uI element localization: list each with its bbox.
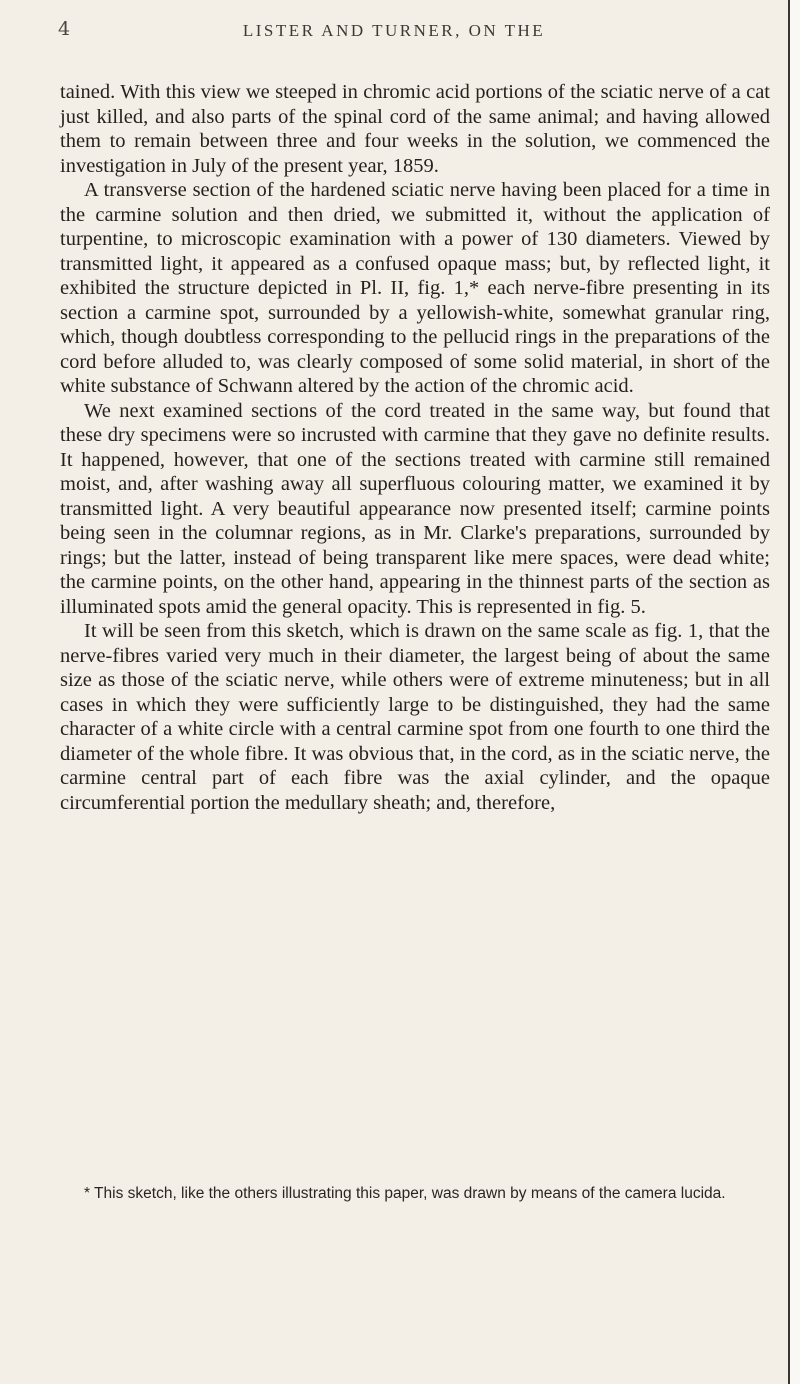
running-head: LISTER AND TURNER, ON THE (242, 21, 546, 40)
body-text (60, 80, 770, 815)
paragraph-continued: tained. With this view we steeped in chromic acid portions of the sciatic nerve of a cat just killed, and also parts of the spinal cord of the same animal; and having allowed them to remain between three and four weeks in the solution, we commenced the investigation in July of the present year, 1859. (60, 81, 770, 177)
paragraph-sciatic-section: A transverse section of the hardened sciatic nerve having been placed for a time in the carmine solution and then dried, we submitted it, without the application of turpentine, to microscopic examination with a power of 130 diameters. Viewed by transmitted light, it appeared as a confused opaque mass; but, by reflected light, it exhibited the structure depicted in Pl. II, fig. 1,* each nerve-fibre presenting in its section a carmine spot, surrounded by a yellowish-white, somewhat granular ring, which, though doubtless corresponding to the pellucid rings in the preparations of the cord before alluded to, was clearly composed of some solid material, in short of the white substance of Schwann altered by the action of the chromic acid. (60, 179, 770, 397)
paragraph-sketch-description: It will be seen from this sketch, which is drawn on the same scale as fig. 1, that the nerve-fibres varied very much in their diameter, the largest being of about the same size as those of the sciatic nerve, while others were of extreme minuteness; but in all cases in which they were sufficiently large to be distinguished, they had the same character of a white circle with a central carmine spot from one fourth to one third the diameter of the whole fibre. It was obvious that, in the cord, as in the sciatic nerve, the carmine central part of each fibre was the axial cylinder, and the opaque circumferential portion the medullary sheath; and, therefore, (60, 620, 770, 814)
footnote: * This sketch, like the others illustrating this paper, was drawn by means of the camera lucida. (84, 1185, 726, 1202)
page-edge (788, 0, 800, 1384)
paragraph-cord-sections: We next examined sections of the cord treated in the same way, but found that these dry specimens were so incrusted with carmine that they gave no definite results. It happened, however, that one of the sections treated with carmine still remained moist, and, after washing away all superfluous colouring matter, we examined it by transmitted light. A very beautiful appearance now presented itself; carmine points being seen in the columnar regions, as in Mr. Clarke's preparations, surrounded by rings; but the latter, instead of being transparent like mere spaces, were dead white; the carmine points, on the other hand, appearing in the thinnest parts of the section as illuminated spots amid the general opacity. This is represented in fig. 5. (60, 399, 770, 618)
page-number: 4 (58, 18, 71, 40)
